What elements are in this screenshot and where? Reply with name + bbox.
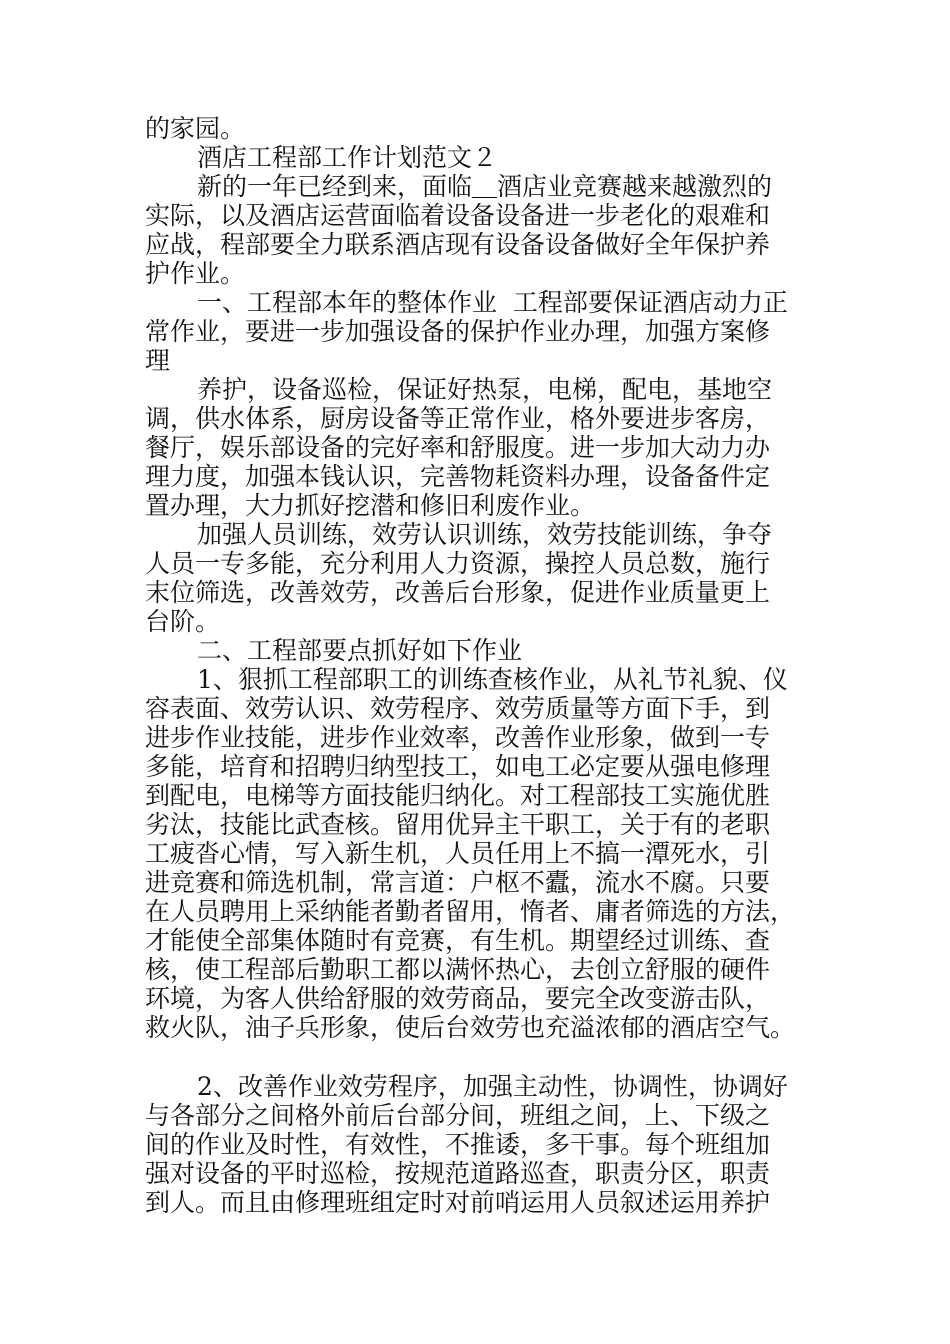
text-line: 加强人员训练，效劳认识训练，效劳技能训练，争夺	[197, 520, 773, 549]
text-line: 台阶。	[145, 607, 221, 636]
text-line: 末位筛选，改善效劳，改善后台形象，促进作业质量更上	[145, 578, 771, 607]
text-line: 间的作业及时性，有效性，不推诿，多干事。每个班组加	[145, 1130, 771, 1159]
text-line: 与各部分之间格外前后台部分间，班组之间，上、下级之	[145, 1101, 771, 1130]
text-line: 强对设备的平时巡检，按规范道路巡查，职责分区，职责	[145, 1159, 771, 1188]
text-line: 环境，为客人供给舒服的效劳商品，要完全改变游击队，	[145, 984, 771, 1013]
text-line: 常作业，要进一步加强设备的保护作业办理，加强方案修	[145, 317, 771, 346]
text-line: 餐厅，娱乐部设备的完好率和舒服度。进一步加大动力办	[145, 433, 771, 462]
text-line: 置办理，大力抓好挖潜和修旧利废作业。	[145, 491, 596, 520]
text-line: 应战，程部要全力联系酒店现有设备设备做好全年保护养	[145, 230, 771, 259]
text-line: 理力度，加强本钱认识，完善物耗资料办理，设备备件定	[145, 462, 771, 491]
document-body	[145, 114, 815, 1217]
text-line: 养护，设备巡检，保证好热泵，电梯，配电，基地空	[197, 375, 773, 404]
text-line: 护作业。	[145, 259, 246, 288]
text-line: 人员一专多能，充分利用人力资源，操控人员总数，施行	[145, 549, 771, 578]
section-title: 酒店工程部工作计划范文２	[197, 143, 498, 172]
text-line: 劣汰，技能比武查核。留用优异主干职工，关于有的老职	[145, 810, 771, 839]
text-line: 2、改善作业效劳程序，加强主动性，协调性，协调好	[197, 1072, 788, 1101]
text-line: 理	[145, 346, 171, 375]
text-line: 核，使工程部后勤职工都以满怀热心，去创立舒服的硬件	[145, 955, 771, 984]
text-line: 救火队，油子兵形象，使后台效劳也充溢浓郁的酒店空气。	[145, 1013, 796, 1042]
paragraph-gap	[145, 1042, 815, 1072]
text-line: 多能，培育和招聘归纳型技工，如电工必定要从强电修理	[145, 752, 771, 781]
text-line: 到配电，电梯等方面技能归纳化。对工程部技工实施优胜	[145, 781, 771, 810]
section-heading: 二、工程部要点抓好如下作业	[197, 636, 523, 665]
text-line: 才能使全部集体随时有竞赛，有生机。期望经过训练、查	[145, 926, 771, 955]
text-line: 1、狠抓工程部职工的训练查核作业，从礼节礼貌、仪	[197, 665, 788, 694]
text-line: 进步作业技能，进步作业效率，改善作业形象，做到一专	[145, 723, 771, 752]
text-line: 工疲沓心情，写入新生机，人员任用上不搞一潭死水，引	[145, 839, 771, 868]
text-line: 实际，以及酒店运营面临着设备设备进一步老化的艰难和	[145, 201, 771, 230]
text-line: 调，供水体系，厨房设备等正常作业，格外要进步客房，	[145, 404, 771, 433]
text-line: 在人员聘用上采纳能者勤者留用，惰者、庸者筛选的方法，	[145, 897, 796, 926]
text-line: 新的一年已经到来，面临＿酒店业竞赛越来越激烈的	[197, 172, 773, 201]
text-line: 容表面、效劳认识、效劳程序、效劳质量等方面下手，到	[145, 694, 771, 723]
text-line: 一、工程部本年的整体作业 工程部要保证酒店动力正	[197, 288, 788, 317]
text-line: 进竞赛和筛选机制，常言道：户枢不蠹，流水不腐。只要	[145, 868, 771, 897]
text-line: 到人。而且由修理班组定时对前哨运用人员叙述运用养护	[145, 1188, 771, 1217]
text-line: 的家园。	[145, 114, 246, 143]
